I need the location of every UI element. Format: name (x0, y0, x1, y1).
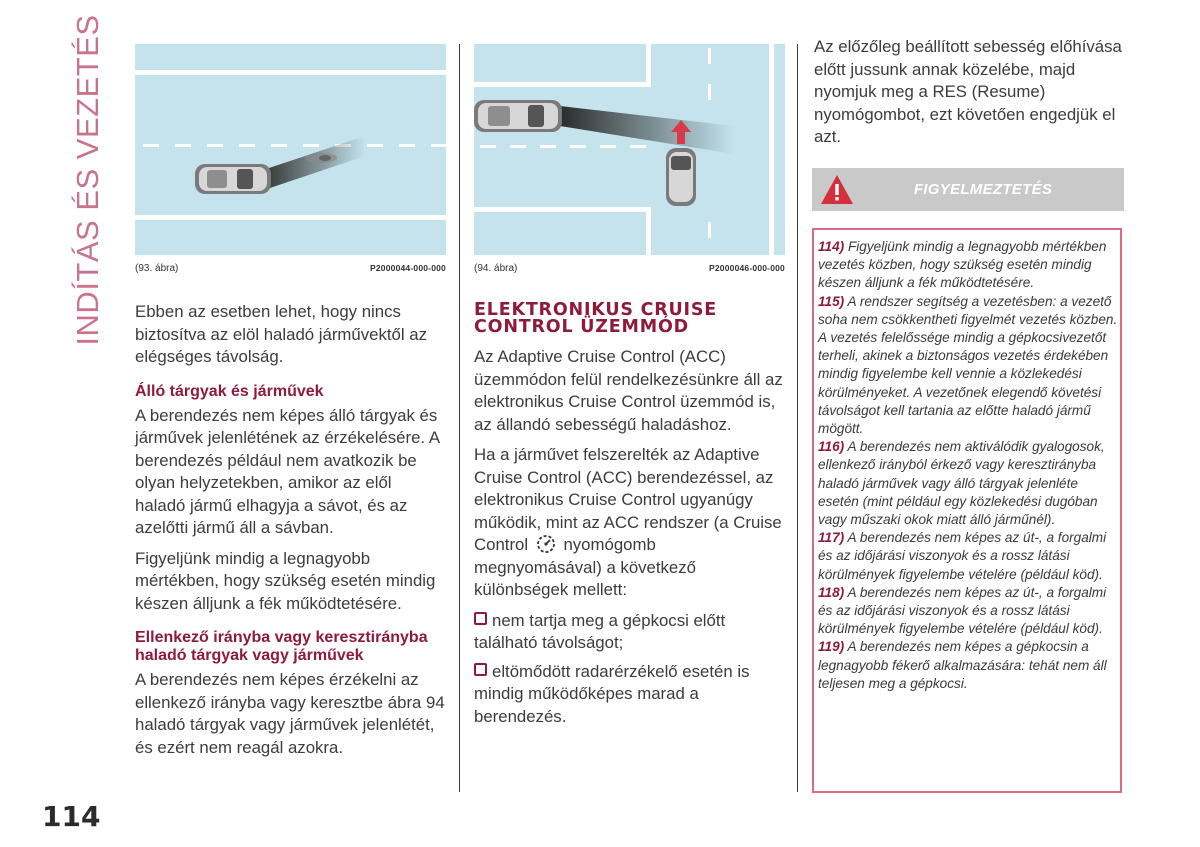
warning-text: A berendezés nem képes az út-, a forgalmi és az időjárási viszonyok és a rossz látási körülmények figyelembe vételére (például köd). (818, 584, 1107, 637)
section-title-text: INDÍTÁS ÉS VEZETÉS (70, 14, 105, 346)
warning-text: A berendezés nem képes a gépkocsin a legnagyobb fékerő alkalmazására: tehát nem áll teljesen meg a gépkocsi. (818, 639, 1107, 691)
warning-number: 118) (818, 584, 845, 600)
section-title (58, 14, 118, 346)
bullet-text-1: nem tartja meg a gépkocsi előtt található távolságot; (474, 610, 726, 652)
warning-number: 114) (818, 239, 845, 254)
heading-oncoming-objects: Ellenkező irányba vagy keresztirányba haladó tárgyak vagy járművek (135, 629, 428, 664)
warning-number: 115) (818, 293, 845, 309)
warning-item (818, 638, 1118, 693)
left-intro: Ebben az esetben lehet, hogy nincs biztosítva az elöl haladó járművektől az elégséges távolság. (135, 302, 427, 366)
middle-column (474, 302, 786, 728)
left-paragraph-2: Figyeljünk mindig a legnagyobb mértékben, hogy szükség esetén mindig készen álljunk a fék működtetésére. (135, 548, 436, 613)
warning-list (818, 238, 1118, 693)
warning-title: FIGYELMEZTETÉS (913, 181, 1053, 198)
middle-paragraph-1: Az Adaptive Cruise Control (ACC) üzemmódon felül rendelkezésünkre áll az elektronikus Cruise Control üzemmód is, az állandó sebességű haladáshoz. (474, 347, 783, 434)
warning-item (818, 529, 1118, 584)
middle-paragraph-2 (474, 444, 786, 602)
section-heading (474, 302, 786, 336)
middle-paragraph-2-end: nyomógomb megnyomásával) a következő különbségek mellett: (474, 535, 696, 599)
warning-text: A rendszer segítség a vezetésben: a vezető soha nem csökkentheti figyelmét vezetés közben. A vezetés felelőssége mindig a gépkocsivezetőt terheli, akinek a biztonságos vezetés érdekében mindig figyelembe kell vennie a közlekedési körülményeket. A vezetőnek elegendő követési távolságot kell tartania az előtte haladó jármű mögött. (818, 293, 1118, 437)
heading-stationary-objects: Álló tárgyak és járművek (135, 382, 324, 400)
bullet-box-icon (474, 612, 487, 625)
warning-number: 116) (818, 439, 845, 455)
figure-93-caption (135, 263, 446, 274)
figure-94-illustration (474, 44, 785, 255)
figure-94-label: (94. ábra) (474, 263, 518, 274)
warning-number: 117) (818, 530, 845, 546)
left-paragraph-3: A berendezés nem képes érzékelni az ellenkező irányba vagy keresztbe ábra 94 haladó tárgyak vagy járművek jelenlétét, és ezért nem reagál azokra. (135, 670, 445, 757)
bullet-box-icon (474, 663, 487, 676)
figure-93-code: P2000044-000-000 (370, 263, 446, 273)
figure-94-code: P2000046-000-000 (709, 263, 785, 273)
section-heading-line-2: CONTROL ÜZEMMÓD (474, 317, 689, 337)
car-icon (195, 164, 271, 194)
section-heading-line-1: ELEKTRONIKUS CRUISE (474, 300, 718, 320)
figure-93-label: (93. ábra) (135, 263, 179, 274)
car-icon (474, 100, 562, 132)
middle-paragraph-2-start: Ha a járművet felszerelték az Adaptive Cruise Control (ACC) berendezéssel, az elektronikus Cruise Control ugyanúgy működik, mint az ACC rendszer (a Cruise Control (474, 445, 782, 554)
warning-item (818, 584, 1118, 639)
figure-93 (135, 44, 446, 255)
motorcycle-icon (305, 153, 337, 163)
crossing-car-icon (666, 148, 696, 206)
warning-item (818, 238, 1118, 293)
bullet-text-2: eltömődött radarérzékelő esetén is mindig működőképes marad a berendezés. (474, 661, 750, 726)
warning-item (818, 438, 1118, 529)
column-divider (797, 44, 798, 792)
page-number: 114 (42, 800, 101, 833)
warning-text: A berendezés nem aktiválódik gyalogosok, ellenkező irányból érkező vagy keresztirányba haladó járművek vagy álló tárgyak jelenléte esetén (mint például egy közlekedési dugóban vagy műszaki okok miatt álló járműnél). (818, 439, 1105, 528)
figure-94 (474, 44, 785, 255)
warning-text: Figyeljünk mindig a legnagyobb mértékben vezetés közben, hogy szükség esetén mindig készen álljunk a fék működtetésére. (818, 239, 1107, 291)
bullet-item-1 (474, 610, 786, 655)
left-paragraph-1: A berendezés nem képes álló tárgyak és járművek jelenlétének az érzékelésére. A berendezés például nem avatkozik be olyan helyzetekben, amikor az elől haladó jármű elhagyja a sávot, és az azelőtti jármű áll a sávban. (135, 405, 440, 537)
right-intro: Az előzőleg beállított sebesség előhívása előtt jussunk annak közelébe, majd nyomjuk meg a RES (Resume) nyomógombot, ezt követően engedjük el azt. (814, 37, 1122, 146)
figure-93-illustration (135, 44, 446, 255)
warning-text: A berendezés nem képes az út-, a forgalmi és az időjárási viszonyok és a rossz látási körülmények figyelembe vételére (például köd). (818, 530, 1107, 582)
figure-94-caption (474, 263, 785, 274)
warning-header (812, 168, 1124, 211)
warning-item (818, 293, 1118, 439)
cruise-control-icon (536, 534, 556, 554)
warning-number: 119) (818, 639, 845, 655)
column-divider (459, 44, 460, 792)
right-intro-block (814, 36, 1126, 157)
bullet-item-2 (474, 661, 786, 729)
left-column (135, 301, 445, 767)
